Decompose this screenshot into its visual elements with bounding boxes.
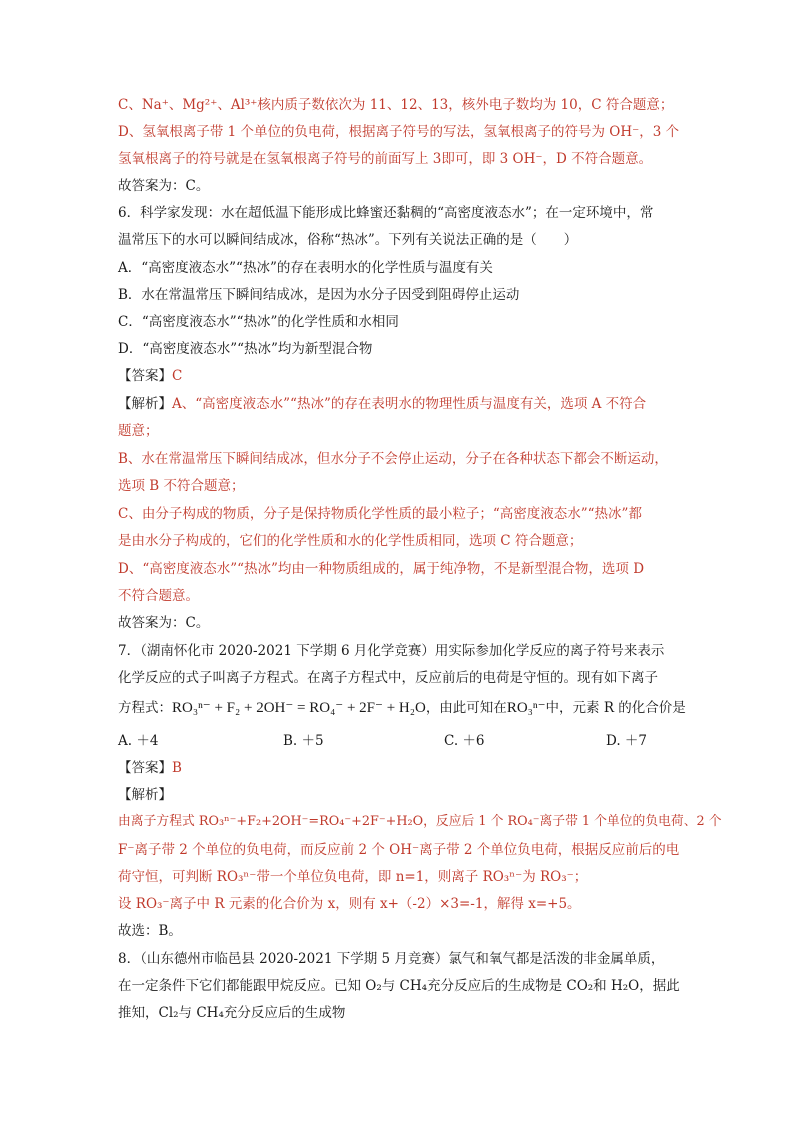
answer-label: 【答案】	[118, 760, 172, 776]
q8-stem-line3: 推知，Cl₂与 CH₄充分反应后的生成物	[118, 1005, 346, 1021]
q7-stem-line1: 7．（湖南怀化市 2020-2021 下学期 6 月化学竞赛）用实际参加化学反应的离子符号来表示	[118, 643, 665, 659]
prev-final-answer: 故答案为：C。	[118, 178, 210, 194]
q7-final-answer: 故选：B。	[118, 923, 182, 939]
q6-stem-line1: 6．科学家发现：水在超低温下能形成比蜂蜜还黏稠的“高密度液态水”；在一定环境中，常	[118, 205, 654, 221]
prev-explanation-d-line2: 氢氧根离子的符号就是在氢氧根离子符号的前面写上 3即可，即 3 OH⁻，D 不符合题意。	[118, 151, 653, 167]
q6-analysis-line2: 题意；	[118, 423, 159, 439]
prev-explanation-d-line1: D、氢氧根离子带 1 个单位的负电荷，根据离子符号的写法，氢氧根离子的符号为 OH⁻，3 个	[118, 124, 680, 140]
q6-option-b: B．水在常温常压下瞬间结成冰，是因为水分子因受到阻碍停止运动	[118, 287, 520, 303]
q6-analysis-c-line1: C、由分子构成的物质，分子是保持物质化学性质的最小粒子；“高密度液态水”“热冰”都	[118, 506, 642, 522]
q6-analysis-line1: 【解析】A、“高密度液态水”“热冰”的存在表明水的物理性质与温度有关，选项 A 不符合	[118, 396, 647, 412]
q6-option-c: C．“高密度液态水”“热冰”的化学性质和水相同	[118, 314, 399, 330]
q7-stem-line2: 化学反应的式子叫离子方程式。在离子方程式中，反应前后的电荷是守恒的。现有如下离子	[118, 670, 658, 686]
answer-label: 【答案】	[118, 368, 172, 384]
answer-value: C	[172, 368, 183, 384]
q7-solution-line4: 设 RO₃⁻离子中 R 元素的化合价为 x，则有 x+（-2）×3=-1，解得 x=+5。	[118, 896, 581, 912]
answer-value: B	[172, 760, 182, 776]
q7-solution-line3: 荷守恒，可判断 RO₃ⁿ⁻带一个单位负电荷，即 n=1，则离子 RO₃ⁿ⁻为 RO₃⁻；	[118, 869, 588, 885]
q7-answer	[118, 759, 182, 777]
q6-final-answer: 故答案为：C。	[118, 615, 210, 631]
q7-option-a: A. ＋4	[118, 733, 159, 749]
q6-option-a: A．“高密度液态水”“热冰”的存在表明水的化学性质与温度有关	[118, 260, 493, 276]
q6-stem-line2: 温常压下的水可以瞬间结成冰，俗称“热冰”。下列有关说法正确的是（ ）	[118, 232, 578, 248]
q8-stem-line2: 在一定条件下它们都能跟甲烷反应。已知 O₂与 CH₄充分反应后的生成物是 CO₂和 H₂O，据此	[118, 978, 680, 994]
q7-analysis-label: 【解析】	[118, 787, 172, 803]
q7-option-d: D. ＋7	[606, 733, 648, 749]
q6-option-d: D．“高密度液态水”“热冰”均为新型混合物	[118, 341, 373, 357]
prev-explanation-c: C、Na⁺、Mg²⁺、Al³⁺核内质子数依次为 11、12、13，核外电子数均为 10，C 符合题意；	[118, 97, 674, 113]
q6-analysis-b-line1: B、水在常温常压下瞬间结成冰，但水分子不会停止运动，分子在各种状态下都会不断运动，	[118, 451, 668, 467]
q7-solution-line2: F⁻离子带 2 个单位的负电荷，而反应前 2 个 OH⁻离子带 2 个单位负电荷，根据反应前后的电	[118, 842, 680, 858]
q7-solution-line1: 由离子方程式 RO₃ⁿ⁻+F₂+2OH⁻=RO₄⁻+2F⁻+H₂O，反应后 1 个 RO₄⁻离子带 1 个单位的负电荷、2 个	[118, 814, 722, 829]
q6-analysis-c-line2: 是由水分子构成的，它们的化学性质和水的化学性质相同，选项 C 符合题意；	[118, 533, 583, 549]
q6-analysis-b-line2: 选项 B 不符合题意；	[118, 478, 245, 494]
q7-option-b: B. ＋5	[283, 733, 324, 749]
ion-formula: RO₃ⁿ⁻	[506, 700, 546, 716]
analysis-label: 【解析】	[118, 396, 172, 412]
q8-stem-line1: 8．（山东德州市临邑县 2020-2021 下学期 5 月竞赛）氯气和氧气都是活泼的非金属单质，	[118, 951, 665, 967]
ion-equation: RO₃ⁿ⁻ + F₂ + 2OH⁻ = RO₄⁻ + 2F⁻ + H₂O	[172, 700, 426, 716]
q7-option-c: C. ＋6	[444, 733, 485, 749]
q7-equation-line: 方程式：RO₃ⁿ⁻ + F₂ + 2OH⁻ = RO₄⁻ + 2F⁻ + H₂O，由此可知在RO₃ⁿ⁻中，元素 R 的化合价是	[118, 700, 686, 716]
q6-answer	[118, 367, 182, 385]
q6-analysis-d-line2: 不符合题意。	[118, 588, 199, 604]
q6-analysis-d-line1: D、“高密度液态水”“热冰”均由一种物质组成的，属于纯净物，不是新型混合物，选项 D	[118, 561, 645, 577]
